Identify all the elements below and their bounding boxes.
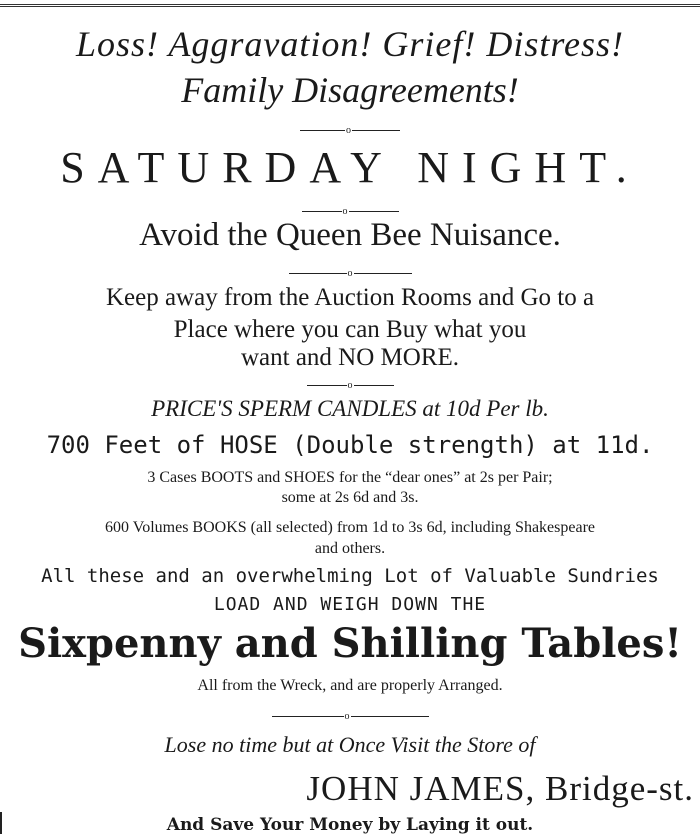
divider-1: o: [0, 120, 700, 130]
load-weigh-line: LOAD AND WEIGH DOWN THE: [213, 594, 487, 615]
divider-4: o: [0, 375, 700, 385]
hose-price-line: 700 Feet of HOSE (Double strength) at 11d.: [46, 431, 654, 459]
boots-shoes-line-1: 3 Cases BOOTS and SHOES for the “dear ones” at 2s per Pair;: [147, 469, 553, 486]
headline-loss: Loss! Aggravation! Grief! Distress!: [76, 24, 624, 64]
divider-3: o: [0, 263, 700, 273]
divider-5: o: [0, 706, 700, 716]
wreck-line: All from the Wreck, and are properly Arranged.: [197, 677, 503, 694]
lose-no-time-line: Lose no time but at Once Visit the Store of: [164, 732, 536, 757]
left-edge-mark: [0, 812, 2, 834]
john-james-store-name: JOHN JAMES, Bridge-st.: [306, 769, 694, 808]
top-border-rule: [0, 4, 700, 7]
keep-away-line-2: Place where you can Buy what you: [173, 316, 527, 343]
saturday-night-heading: SATURDAY NIGHT.: [60, 143, 640, 192]
sundries-line: All these and an overwhelming Lot of Valuable Sundries: [41, 565, 659, 587]
keep-away-line-3: want and NO MORE.: [240, 344, 460, 371]
headline-family-disagreements: Family Disagreements!: [181, 70, 519, 110]
sixpenny-shilling-tables-heading: Sixpenny and Shilling Tables!: [18, 620, 682, 667]
boots-shoes-line-2: some at 2s 6d and 3s.: [281, 489, 419, 506]
divider-2: o: [0, 201, 700, 211]
keep-away-line-1: Keep away from the Auction Rooms and Go to a: [105, 284, 595, 311]
save-money-line: And Save Your Money by Laying it out.: [166, 815, 534, 835]
avoid-queen-bee-line: Avoid the Queen Bee Nuisance.: [139, 217, 561, 253]
books-line-2: and others.: [314, 540, 386, 557]
candles-price-line: PRICE'S SPERM CANDLES at 10d Per lb.: [151, 396, 549, 421]
books-line-1: 600 Volumes BOOKS (all selected) from 1d to 3s 6d, including Shakespeare: [105, 519, 595, 536]
